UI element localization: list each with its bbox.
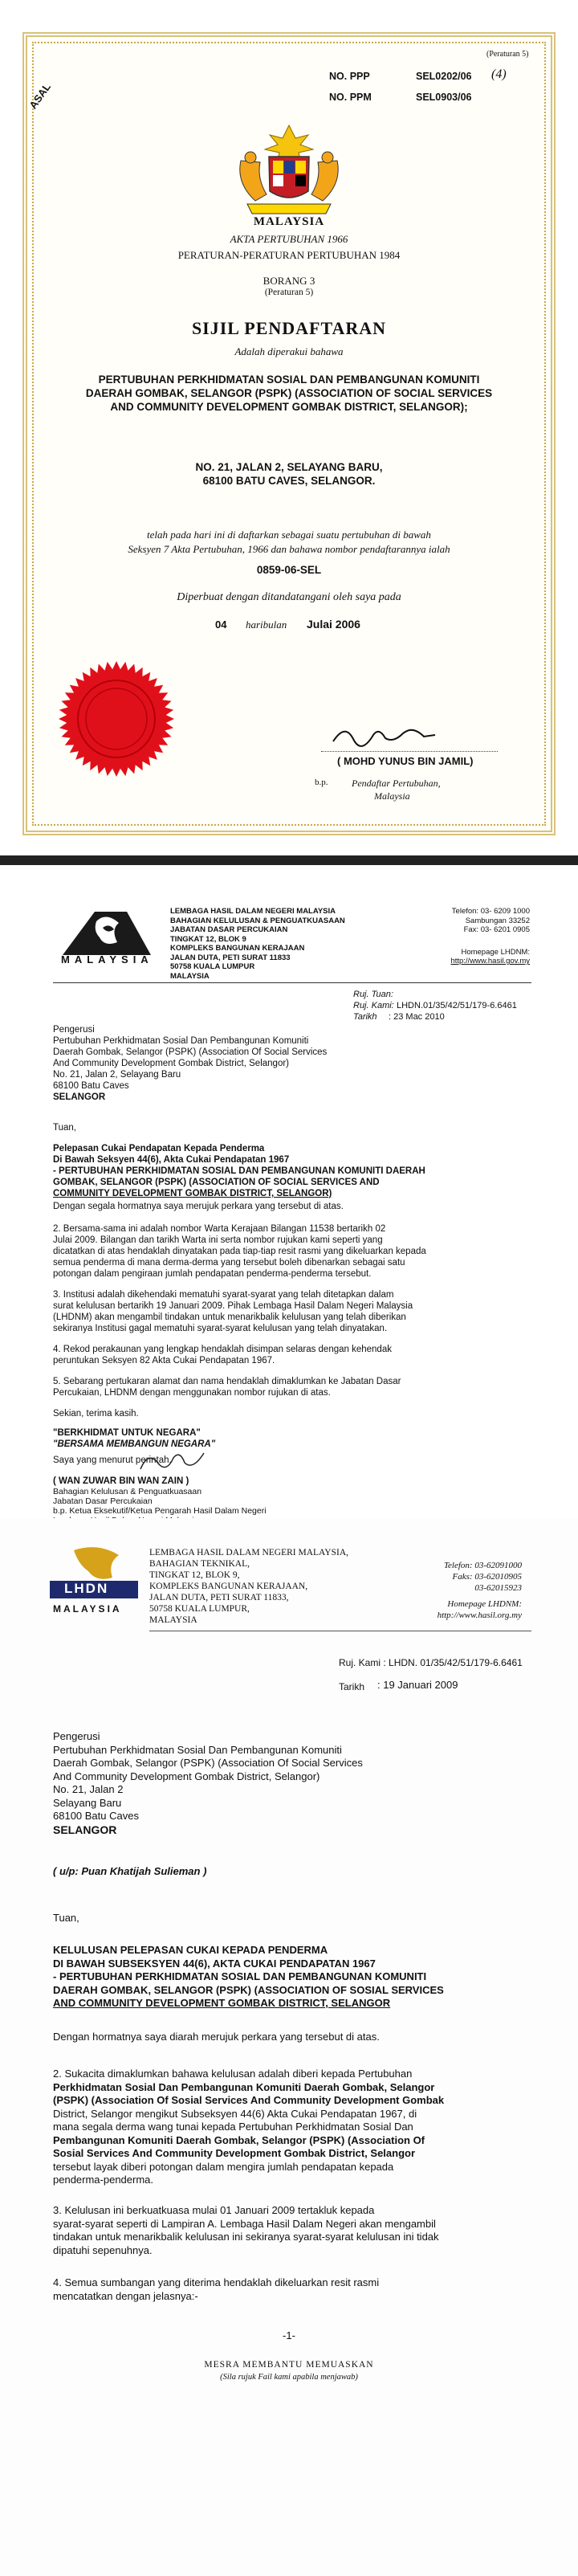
org-line: LEMBAGA HASIL DALAM NEGERI MALAYSIA xyxy=(170,907,336,916)
registration-number: 0859-06-SEL xyxy=(256,564,322,576)
addressee-line: No. 21, Jalan 2 xyxy=(53,1783,124,1795)
addressee-line: And Community Development Gombak District, Selangor) xyxy=(53,1059,290,1068)
paragraph-line: 4. Rekod perakaunan yang lengkap hendaklah disimpan selaras dengan kehendak xyxy=(53,1345,392,1354)
org-line: MALAYSIA xyxy=(170,971,210,981)
form-title: BORANG 3 xyxy=(263,275,315,287)
date-day: 04 xyxy=(215,618,227,631)
motto-line-2: "BERSAMA MEMBANGUN NEGARA" xyxy=(53,1439,216,1449)
signer-name: ( MOHD YUNUS BIN JAMIL) xyxy=(337,755,474,767)
page-number: -1- xyxy=(283,2329,295,2341)
paragraph-line: Pembangunan Komuniti Daerah Gombak, Selangor (PSPK) (Association Of xyxy=(53,2133,425,2146)
date-word: haribulan xyxy=(246,618,287,631)
statement-line-2: Seksyen 7 Akta Pertubuhan, 1966 dan bahawa nombor pendaftarannya ialah xyxy=(128,543,450,555)
malaysia-coat-of-arms-icon xyxy=(225,120,353,217)
signer-title-1: Pendaftar Pertubuhan, xyxy=(352,778,441,789)
tarikh-label: Tarikh xyxy=(339,1681,365,1692)
tarikh-value: : 23 Mac 2010 xyxy=(389,1012,445,1022)
motto-line-1: "BERKHIDMAT UNTUK NEGARA" xyxy=(53,1428,201,1438)
signer-line: b.p. Ketua Eksekutif/Ketua Pengarah Hasil Dalam Negeri xyxy=(53,1506,267,1516)
statement-line-1: telah pada hari ini di daftarkan sebagai suatu pertubuhan di bawah xyxy=(147,529,431,541)
subject-line: GOMBAK, SELANGOR (PSPK) (ASSOCIATION OF SOCIAL SERVICES AND xyxy=(53,1178,380,1187)
opening-line: Dengan segala hormatnya saya merujuk perkara yang tersebut di atas. xyxy=(53,1202,344,1211)
logo-country: MALAYSIA xyxy=(53,1603,122,1615)
org-address-line-2: 68100 BATU CAVES, SELANGOR. xyxy=(202,475,376,487)
paragraph-line: District, Selangor mengikut Subseksyen 44(6) Akta Cukai Pendapatan 1967, di xyxy=(53,2107,417,2120)
ref-ppp-value: SEL0202/06 xyxy=(416,71,472,82)
paragraph-line: potongan dalam pengiraan jumlah pendapatan penderma-penderma tersebut. xyxy=(53,1269,372,1279)
contact-line: Fax: 03- 6201 0905 xyxy=(463,925,530,934)
obey-line: Saya yang menurut perintah, xyxy=(53,1455,172,1465)
red-seal-icon xyxy=(56,659,177,779)
org-name-line-2: DAERAH GOMBAK, SELANGOR (PSPK) (ASSOCIATION OF SOCIAL SERVICES xyxy=(85,387,493,399)
paragraph-line: sekiranya Institusi gagal mematuhi syarat-syarat kelulusan yang telah dinyatakan. xyxy=(53,1324,388,1333)
ref-handwritten: (4) xyxy=(491,67,507,81)
org-name-line-1: PERTUBUHAN PERKHIDMATAN SOSIAL DAN PEMBANGUNAN KOMUNITI xyxy=(98,374,480,386)
org-address-line-1: NO. 21, JALAN 2, SELAYANG BARU, xyxy=(195,461,383,473)
tarikh-value: : 19 Januari 2009 xyxy=(377,1679,458,1691)
addressee-line: Pengerusi xyxy=(53,1730,100,1742)
paragraph-3 xyxy=(53,1289,413,1334)
lhdn-logo xyxy=(55,905,159,976)
attention-line: ( u/p: Puan Khatijah Sulieman ) xyxy=(53,1865,207,1877)
paragraph-line: tindakan untuk menarikbalik kelulusan ini sekiranya syarat-syarat kelulusan ini tidak xyxy=(53,2231,439,2243)
org-name-line-3: AND COMMUNITY DEVELOPMENT GOMBAK DISTRICT, SELANGOR); xyxy=(110,401,468,413)
logo-text: LHDN xyxy=(64,1581,109,1596)
paragraph-line: Perkhidmatan Sosial Dan Pembangunan Komuniti Daerah Gombak, Selangor xyxy=(53,2080,435,2093)
header-rule xyxy=(53,982,531,983)
salutation: Tuan, xyxy=(53,1912,79,1924)
paragraph-line: (PSPK) (Association Of Sosial Services And Community Development Gombak xyxy=(53,2094,445,2106)
paragraph-line: 2. Bersama-sama ini adalah nombor Warta Kerajaan Bilangan 11538 bertarikh 02 xyxy=(53,1224,386,1234)
org-line: LEMBAGA HASIL DALAM NEGERI MALAYSIA, xyxy=(149,1548,348,1557)
contact-line: Sambungan 33252 xyxy=(465,916,530,925)
date-month-year: Julai 2006 xyxy=(307,618,360,631)
org-line: 50758 KUALA LUMPUR, xyxy=(149,1604,250,1614)
salutation: Tuan, xyxy=(53,1123,76,1133)
addressee-line: 68100 Batu Caves xyxy=(53,1081,129,1091)
org-line: JALAN DUTA, PETI SURAT 11833 xyxy=(170,953,291,962)
subject-line: AND COMMUNITY DEVELOPMENT GOMBAK DISTRICT, SELANGOR xyxy=(53,1997,391,2009)
page-separator xyxy=(0,855,578,865)
ruj-kami: Ruj. Kami : LHDN. 01/35/42/51/179-6.6461 xyxy=(339,1657,523,1668)
tarikh-label: Tarikh xyxy=(353,1012,377,1022)
addressee-line: Pertubuhan Perkhidmatan Sosial Dan Pembangunan Komuniti xyxy=(53,1036,309,1046)
signer-line: Jabatan Dasar Percukaian xyxy=(53,1496,153,1506)
org-line: 50758 KUALA LUMPUR xyxy=(170,962,255,971)
paragraph-line: Sosial Services And Community Development Gombak District, Selangor xyxy=(53,2147,416,2159)
subject-line: DI BAWAH SUBSEKSYEN 44(6), AKTA CUKAI PENDAPATAN 1967 xyxy=(53,1957,376,1970)
paragraph-line: 3. Kelulusan ini berkuatkuasa mulai 01 Januari 2009 tertakluk kepada xyxy=(53,2204,375,2216)
subject-line: DAERAH GOMBAK, SELANGOR (PSPK) (ASSOCIATION OF SOSIAL SERVICES xyxy=(53,1983,444,1996)
certify-line: Adalah diperakui bahawa xyxy=(234,345,344,357)
contact-line: 03-62015923 xyxy=(474,1583,522,1593)
addressee-line: Pengerusi xyxy=(53,1025,95,1035)
asal-stamp: ASAL xyxy=(26,80,53,112)
contact-block xyxy=(377,1560,522,1621)
contact-line: Faks: 03-62010905 xyxy=(452,1572,522,1582)
org-line: MALAYSIA xyxy=(149,1615,197,1625)
org-header xyxy=(170,907,345,981)
paragraph-line: syarat-syarat seperti di Lampiran A. Lembaga Hasil Dalam Negeri akan mengambil xyxy=(53,2217,436,2230)
paragraph-line: mencatatkan dengan jelasnya:- xyxy=(53,2289,198,2302)
org-line: KOMPLEKS BANGUNAN KERAJAAN, xyxy=(149,1582,308,1591)
paragraph-line: Julai 2009. Bilangan dan tarikh Warta ini serta nombor rujukan kami seperti yang xyxy=(53,1235,383,1245)
addressee-line: Daerah Gombak, Selangor (PSPK) (Association Of Social Services xyxy=(53,1757,363,1769)
addressee-state: SELANGOR xyxy=(53,1823,117,1836)
addressee-line: Selayang Baru xyxy=(53,1796,122,1809)
ruj-kami-label: Ruj. Kami: xyxy=(353,1001,394,1010)
subject-block xyxy=(53,1143,425,1199)
certificate-heading: SIJIL PENDAFTARAN xyxy=(191,318,387,338)
paragraph-2 xyxy=(53,2068,444,2187)
paragraph-line: Percukaian, LHDNM dengan menggunakan nombor rujukan di atas. xyxy=(53,1388,331,1398)
addressee-block xyxy=(53,1730,363,1836)
paragraph-line: penderma-penderma. xyxy=(53,2174,154,2186)
paragraph-line: dicatatkan di atas hendaklah dinyatakan pada tiap-tiap resit rasmi yang dikeluarkan kepada xyxy=(53,1247,426,1256)
act-title: AKTA PERTUBUHAN 1966 xyxy=(230,233,348,245)
addressee-state: SELANGOR xyxy=(53,1092,106,1102)
addressee-line: Pertubuhan Perkhidmatan Sosial Dan Pembangunan Komuniti xyxy=(53,1743,342,1756)
paragraph-4 xyxy=(53,1344,392,1366)
addressee-block xyxy=(53,1024,327,1103)
homepage-link[interactable]: Homepage LHDNM: http://www.hasil.org.my xyxy=(437,1599,522,1620)
subject-line: COMMUNITY DEVELOPMENT GOMBAK DISTRICT, SELANGOR) xyxy=(53,1189,332,1198)
ruj-tuan: Ruj. Tuan: xyxy=(353,990,393,999)
signature-line xyxy=(321,751,498,752)
addressee-line: And Community Development Gombak District, Selangor) xyxy=(53,1770,320,1782)
paragraph-5 xyxy=(53,1376,401,1398)
opening-line: Dengan hormatnya saya diarah merujuk perkara yang tersebut di atas. xyxy=(53,2031,380,2043)
bp-label: b.p. xyxy=(315,778,328,787)
signer-title-2: Malaysia xyxy=(374,790,410,802)
org-line: JALAN DUTA, PETI SURAT 11833, xyxy=(149,1593,289,1602)
subject-line: KELULUSAN PELEPASAN CUKAI KEPADA PENDERMA xyxy=(53,1944,328,1956)
paragraph-line: surat kelulusan bertarikh 19 Januari 2009. Pihak Lembaga Hasil Dalam Negeri Malaysia xyxy=(53,1301,413,1311)
closing-line: Sekian, terima kasih. xyxy=(53,1409,139,1419)
org-line: KOMPLEKS BANGUNAN KERAJAAN xyxy=(170,944,305,953)
paragraph-line: 5. Sebarang pertukaran alamat dan nama hendaklah dimaklumkan ke Jabatan Dasar xyxy=(53,1377,401,1386)
contact-line: Telefon: 03-62091000 xyxy=(443,1561,522,1570)
contact-block xyxy=(434,907,530,966)
lhdn-logo xyxy=(50,1544,138,1624)
paragraph-line: dipatuhi sepenuhnya. xyxy=(53,2243,153,2256)
lhdn-letter-2010 xyxy=(0,855,578,1516)
paragraph-line: tersebut layak diberi potongan dalam mengira jumlah pendapatan kepada xyxy=(53,2160,394,2173)
corner-note: (Peraturan 5) xyxy=(486,50,529,59)
paragraph-line: semua penderma di mana derma-derma yang tersebut boleh dibenarkan sebagai satu xyxy=(53,1258,405,1268)
addressee-line: 68100 Batu Caves xyxy=(53,1810,139,1822)
paragraph-3 xyxy=(53,2204,439,2257)
logo-country: MALAYSIA xyxy=(61,953,153,965)
ref-ppm-value: SEL0903/06 xyxy=(416,92,472,103)
org-line: JABATAN DASAR PERCUKAIAN xyxy=(170,925,288,934)
form-subtitle: (Peraturan 5) xyxy=(264,288,314,297)
paragraph-4 xyxy=(53,2276,379,2303)
org-line: TINGKAT 12, BLOK 9 xyxy=(170,934,246,944)
addressee-line: No. 21, Jalan 2, Selayang Baru xyxy=(53,1070,181,1080)
paragraph-line: (LHDNM) akan mengambil tindakan untuk menarikbalik kelulusan yang telah diberikan xyxy=(53,1312,406,1322)
paragraph-line: peruntukan Seksyen 82 Akta Cukai Pendapatan 1967. xyxy=(53,1356,275,1366)
subject-block xyxy=(53,1944,444,2011)
addressee-line: Daerah Gombak, Selangor (PSPK) (Association Of Social Services xyxy=(53,1047,328,1057)
signer-line: Bahagian Kelulusan & Penguatkuasaan xyxy=(53,1487,202,1496)
signer-name: ( WAN ZUWAR BIN WAN ZAIN ) xyxy=(53,1476,189,1486)
regulations-title: PERATURAN-PERATURAN PERTUBUHAN 1984 xyxy=(177,249,401,261)
registration-certificate xyxy=(0,0,578,855)
paragraph-line: 2. Sukacita dimaklumkan bahawa kelulusan adalah diberi kepada Pertubuhan xyxy=(53,2068,413,2080)
ref-ppm-label: NO. PPM xyxy=(329,92,372,103)
subject-line: - PERTUBUHAN PERKHIDMATAN SOSIAL DAN PEMBANGUNAN KOMUNITI DAERAH xyxy=(53,1166,425,1176)
footer-note: (Sila rujuk Fail kami apabila menjawab) xyxy=(220,2373,358,2382)
sign-note: Diperbuat dengan ditandatangani oleh saya pada xyxy=(177,591,401,603)
signature-icon xyxy=(136,1447,209,1474)
subject-line: Pelepasan Cukai Pendapatan Kepada Penderma xyxy=(53,1144,265,1153)
subject-line: - PERTUBUHAN PERKHIDMATAN SOSIAL DAN PEMBANGUNAN KOMUNITI xyxy=(53,1970,427,1982)
ruj-kami-value: LHDN.01/35/42/51/179-6.6461 xyxy=(397,1001,517,1010)
org-line: BAHAGIAN TEKNIKAL, xyxy=(149,1559,250,1569)
homepage-link[interactable]: http://www.hasil.gov.my xyxy=(450,957,530,965)
ref-ppp-label: NO. PPP xyxy=(329,71,370,82)
lhdn-letter-2009 xyxy=(0,1518,578,2576)
org-header xyxy=(149,1547,348,1626)
paragraph-line: 4. Semua sumbangan yang diterima hendaklah dikeluarkan resit rasmi xyxy=(53,2276,380,2288)
org-line: BAHAGIAN KELULUSAN & PENGUATKUASAAN xyxy=(170,916,345,925)
org-line: TINGKAT 12, BLOK 9, xyxy=(149,1570,240,1580)
homepage-label: Homepage LHDNM: xyxy=(461,947,530,957)
contact-line: Telefon: 03- 6209 1000 xyxy=(451,907,530,916)
paragraph-2 xyxy=(53,1223,426,1280)
signature-icon xyxy=(329,719,442,751)
footer-motto: MESRA MEMBANTU MEMUASKAN xyxy=(204,2360,374,2370)
country-title: MALAYSIA xyxy=(253,215,325,228)
paragraph-line: mana segala derma wang tunai kepada Pertubuhan Perkhidmatan Sosial Dan xyxy=(53,2121,413,2133)
paragraph-line: 3. Institusi adalah dikehendaki mematuhi syarat-syarat yang telah ditetapkan dalam xyxy=(53,1290,394,1300)
subject-line: Di Bawah Seksyen 44(6), Akta Cukai Pendapatan 1967 xyxy=(53,1155,290,1165)
